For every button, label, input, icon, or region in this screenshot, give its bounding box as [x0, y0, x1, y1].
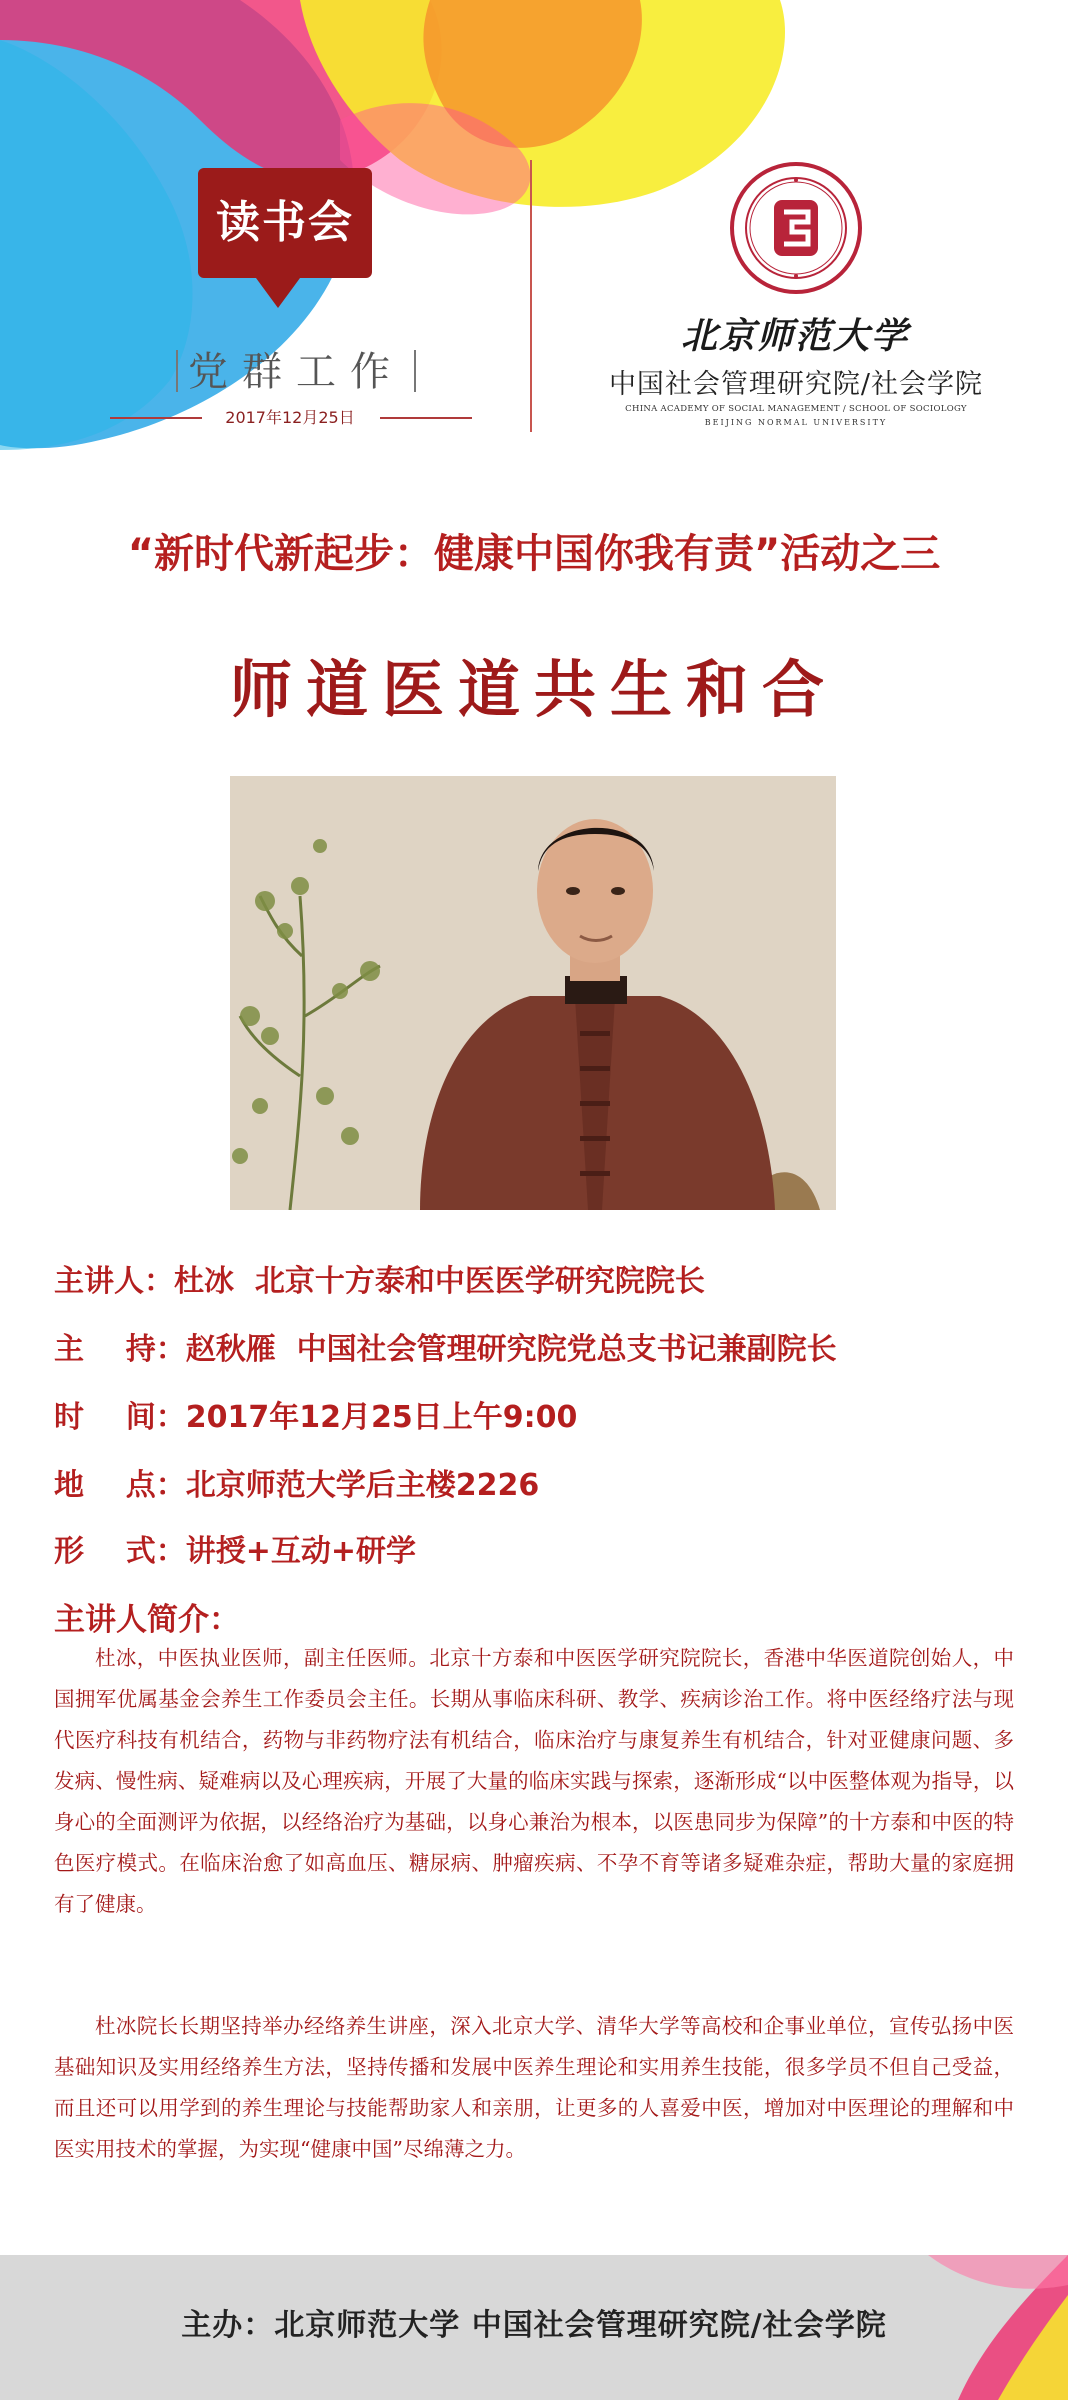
section-title: 党群工作	[188, 349, 404, 395]
detail-value: 赵秋雁 中国社会管理研究院党总支书记兼副院长	[185, 1332, 837, 1367]
detail-value: 杜冰 北京十方泰和中医医学研究院院长	[174, 1264, 705, 1299]
university-seal-icon	[728, 160, 864, 296]
university-name: 北京师范大学	[680, 315, 909, 357]
detail-value: 讲授+互动+研学	[185, 1534, 417, 1569]
detail-row	[54, 1460, 539, 1504]
academy-name: 中国社会管理研究院/社会学院	[608, 369, 984, 400]
detail-value: 北京师范大学后主楼2226	[185, 1468, 540, 1503]
detail-label: 主 持：	[54, 1332, 186, 1367]
detail-label: 形 式：	[54, 1534, 186, 1569]
organizer-text: 主办：北京师范大学 中国社会管理研究院/社会学院	[181, 2308, 887, 2343]
decorative-background	[0, 0, 1068, 520]
speaker-portrait	[230, 776, 836, 1210]
bio-paragraph: 杜冰院长长期坚持举办经络养生讲座，深入北京大学、清华大学等高校和企事业单位，宣传弘扬中医基础知识及实用经络养生方法，坚持传播和发展中医养生理论和实用养生技能，很多学员不但自己受益，而且还可以用学到的养生理论与技能帮助家人和亲朋，让更多的人喜爱中医，增加对中医理论的理解和中医实用技术的掌握，为实现“健康中国”尽绵薄之力。	[54, 2014, 1014, 2161]
event-subtitle: “新时代新起步：健康中国你我有责”活动之三	[127, 531, 941, 577]
detail-label: 地 点：	[54, 1468, 186, 1503]
academy-english-name: CHINA ACADEMY OF SOCIAL MANAGEMENT / SCHOOL OF SOCIOLOGY	[625, 404, 967, 414]
detail-row	[54, 1256, 705, 1300]
header-date: 2017年12月25日	[225, 408, 355, 427]
detail-label: 主讲人：	[54, 1264, 174, 1299]
date-rule-right	[380, 417, 472, 419]
badge-tail	[256, 278, 300, 308]
detail-label: 时 间：	[54, 1400, 186, 1435]
date-rule-left	[110, 417, 202, 419]
university-english-name: BEIJING NORMAL UNIVERSITY	[704, 418, 888, 427]
reading-club-badge: 读书会	[198, 168, 372, 278]
detail-value: 2017年12月25日上午9:00	[185, 1400, 578, 1435]
bio-paragraph: 杜冰，中医执业医师，副主任医师。北京十方泰和中医医学研究院院长，香港中华医道院创始人，中国拥军优属基金会养生工作委员会主任。长期从事临床科研、教学、疾病诊治工作。将中医经络疗法与现代医疗科技有机结合，药物与非药物疗法有机结合，临床治疗与康复养生有机结合，针对亚健康问题、多发病、慢性病、疑难病以及心理疾病，开展了大量的临床实践与探索，逐渐形成“以中医整体观为指导，以身心的全面测评为依据，以经络治疗为基础，以身心兼治为根本，以医患同步为保障”的十方泰和中医的特色医疗模式。在临床治愈了如高血压、糖尿病、肿瘤疾病、不孕不育等诸多疑难杂症，帮助大量的家庭拥有了健康。	[54, 1646, 1014, 1916]
bio-heading: 主讲人简介：	[54, 1602, 240, 1638]
detail-row	[54, 1526, 416, 1570]
detail-row	[54, 1392, 577, 1436]
header-divider	[530, 160, 532, 432]
event-title: 师道医道共生和合	[229, 653, 838, 726]
detail-row	[54, 1324, 837, 1368]
